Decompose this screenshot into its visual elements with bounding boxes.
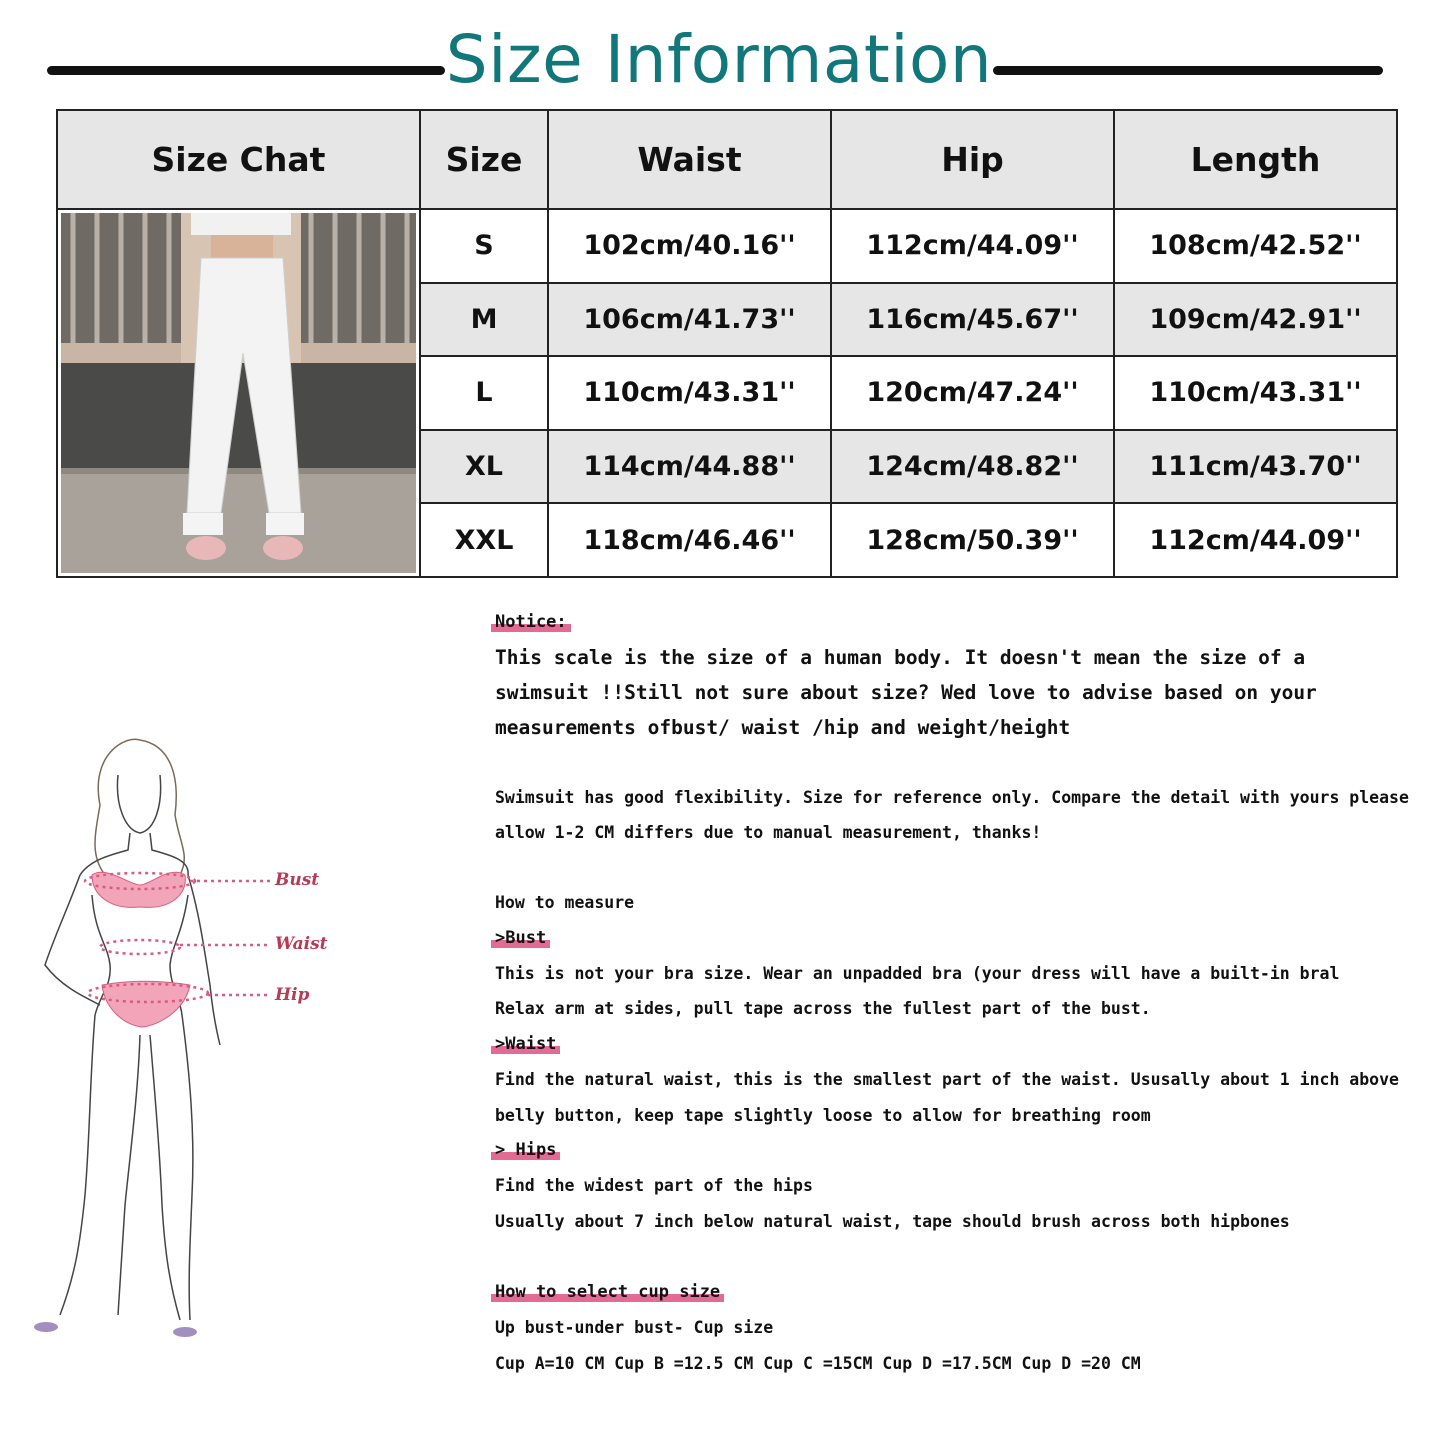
notice-heading: Notice: — [495, 612, 567, 632]
length-cell: 112cm/44.09'' — [1114, 503, 1397, 577]
bust-line: Relax arm at sides, pull tape across the fullest part of the bust. — [495, 999, 1151, 1018]
body-illustration — [30, 735, 350, 1355]
table-row — [57, 209, 1397, 283]
notice-line: swimsuit !!Still not sure about size? Wed love to advise based on your — [495, 681, 1317, 704]
flex-line: allow 1-2 CM differs due to manual measurement, thanks! — [495, 823, 1042, 842]
waist-heading: >Waist — [495, 1034, 557, 1054]
size-cell: S — [420, 209, 548, 283]
hip-cell: 120cm/47.24'' — [831, 356, 1114, 430]
waist-cell: 114cm/44.88'' — [548, 430, 831, 504]
length-cell: 109cm/42.91'' — [1114, 283, 1397, 357]
hip-cell: 116cm/45.67'' — [831, 283, 1114, 357]
label-hip: Hip — [275, 985, 310, 1005]
length-cell: 111cm/43.70'' — [1114, 430, 1397, 504]
cup-line: Up bust-under bust- Cup size — [495, 1318, 774, 1337]
header-size-chat: Size Chat — [57, 110, 420, 209]
size-cell: XL — [420, 430, 548, 504]
product-photo — [61, 213, 416, 573]
title-rule-right — [993, 66, 1383, 75]
title-rule-left — [47, 66, 445, 75]
waist-cell: 102cm/40.16'' — [548, 209, 831, 283]
bust-heading: >Bust — [495, 928, 547, 948]
hip-cell: 124cm/48.82'' — [831, 430, 1114, 504]
measurement-figure — [30, 735, 350, 1355]
header-size: Size — [420, 110, 548, 209]
how-to-measure: How to measure — [495, 893, 635, 912]
table-header-row — [57, 110, 1397, 209]
hip-cell: 112cm/44.09'' — [831, 209, 1114, 283]
length-cell: 110cm/43.31'' — [1114, 356, 1397, 430]
header-length: Length — [1114, 110, 1397, 209]
waist-cell: 110cm/43.31'' — [548, 356, 831, 430]
waist-cell: 118cm/46.46'' — [548, 503, 831, 577]
size-cell: L — [420, 356, 548, 430]
length-cell: 108cm/42.52'' — [1114, 209, 1397, 283]
bust-line: This is not your bra size. Wear an unpadded bra (your dress will have a built-in bral — [495, 964, 1340, 983]
notice-line: This scale is the size of a human body. It doesn't mean the size of a — [495, 646, 1306, 669]
header-waist: Waist — [548, 110, 831, 209]
product-photo-cell — [57, 209, 420, 577]
hip-cell: 128cm/50.39'' — [831, 503, 1114, 577]
cup-heading: How to select cup size — [495, 1282, 721, 1302]
cup-line: Cup A=10 CM Cup B =12.5 CM Cup C =15CM Cup D =17.5CM Cup D =20 CM — [495, 1354, 1141, 1373]
size-table — [56, 109, 1398, 578]
hips-line: Find the widest part of the hips — [495, 1176, 813, 1195]
flex-line: Swimsuit has good flexibility. Size for reference only. Compare the detail with yours please — [495, 788, 1409, 807]
notice-line: measurements ofbust/ waist /hip and weight/height — [495, 716, 1071, 739]
label-bust: Bust — [275, 870, 320, 890]
size-cell: M — [420, 283, 548, 357]
waist-cell: 106cm/41.73'' — [548, 283, 831, 357]
hips-heading: > Hips — [495, 1140, 557, 1160]
page-title: Size Information — [445, 21, 993, 98]
size-cell: XXL — [420, 503, 548, 577]
label-waist: Waist — [275, 934, 328, 954]
hips-line: Usually about 7 inch below natural waist, tape should brush across both hipbones — [495, 1212, 1290, 1231]
waist-line: Find the natural waist, this is the smallest part of the waist. Ususally about 1 inch above — [495, 1070, 1399, 1089]
header-hip: Hip — [831, 110, 1114, 209]
waist-line: belly button, keep tape slightly loose to allow for breathing room — [495, 1106, 1151, 1125]
